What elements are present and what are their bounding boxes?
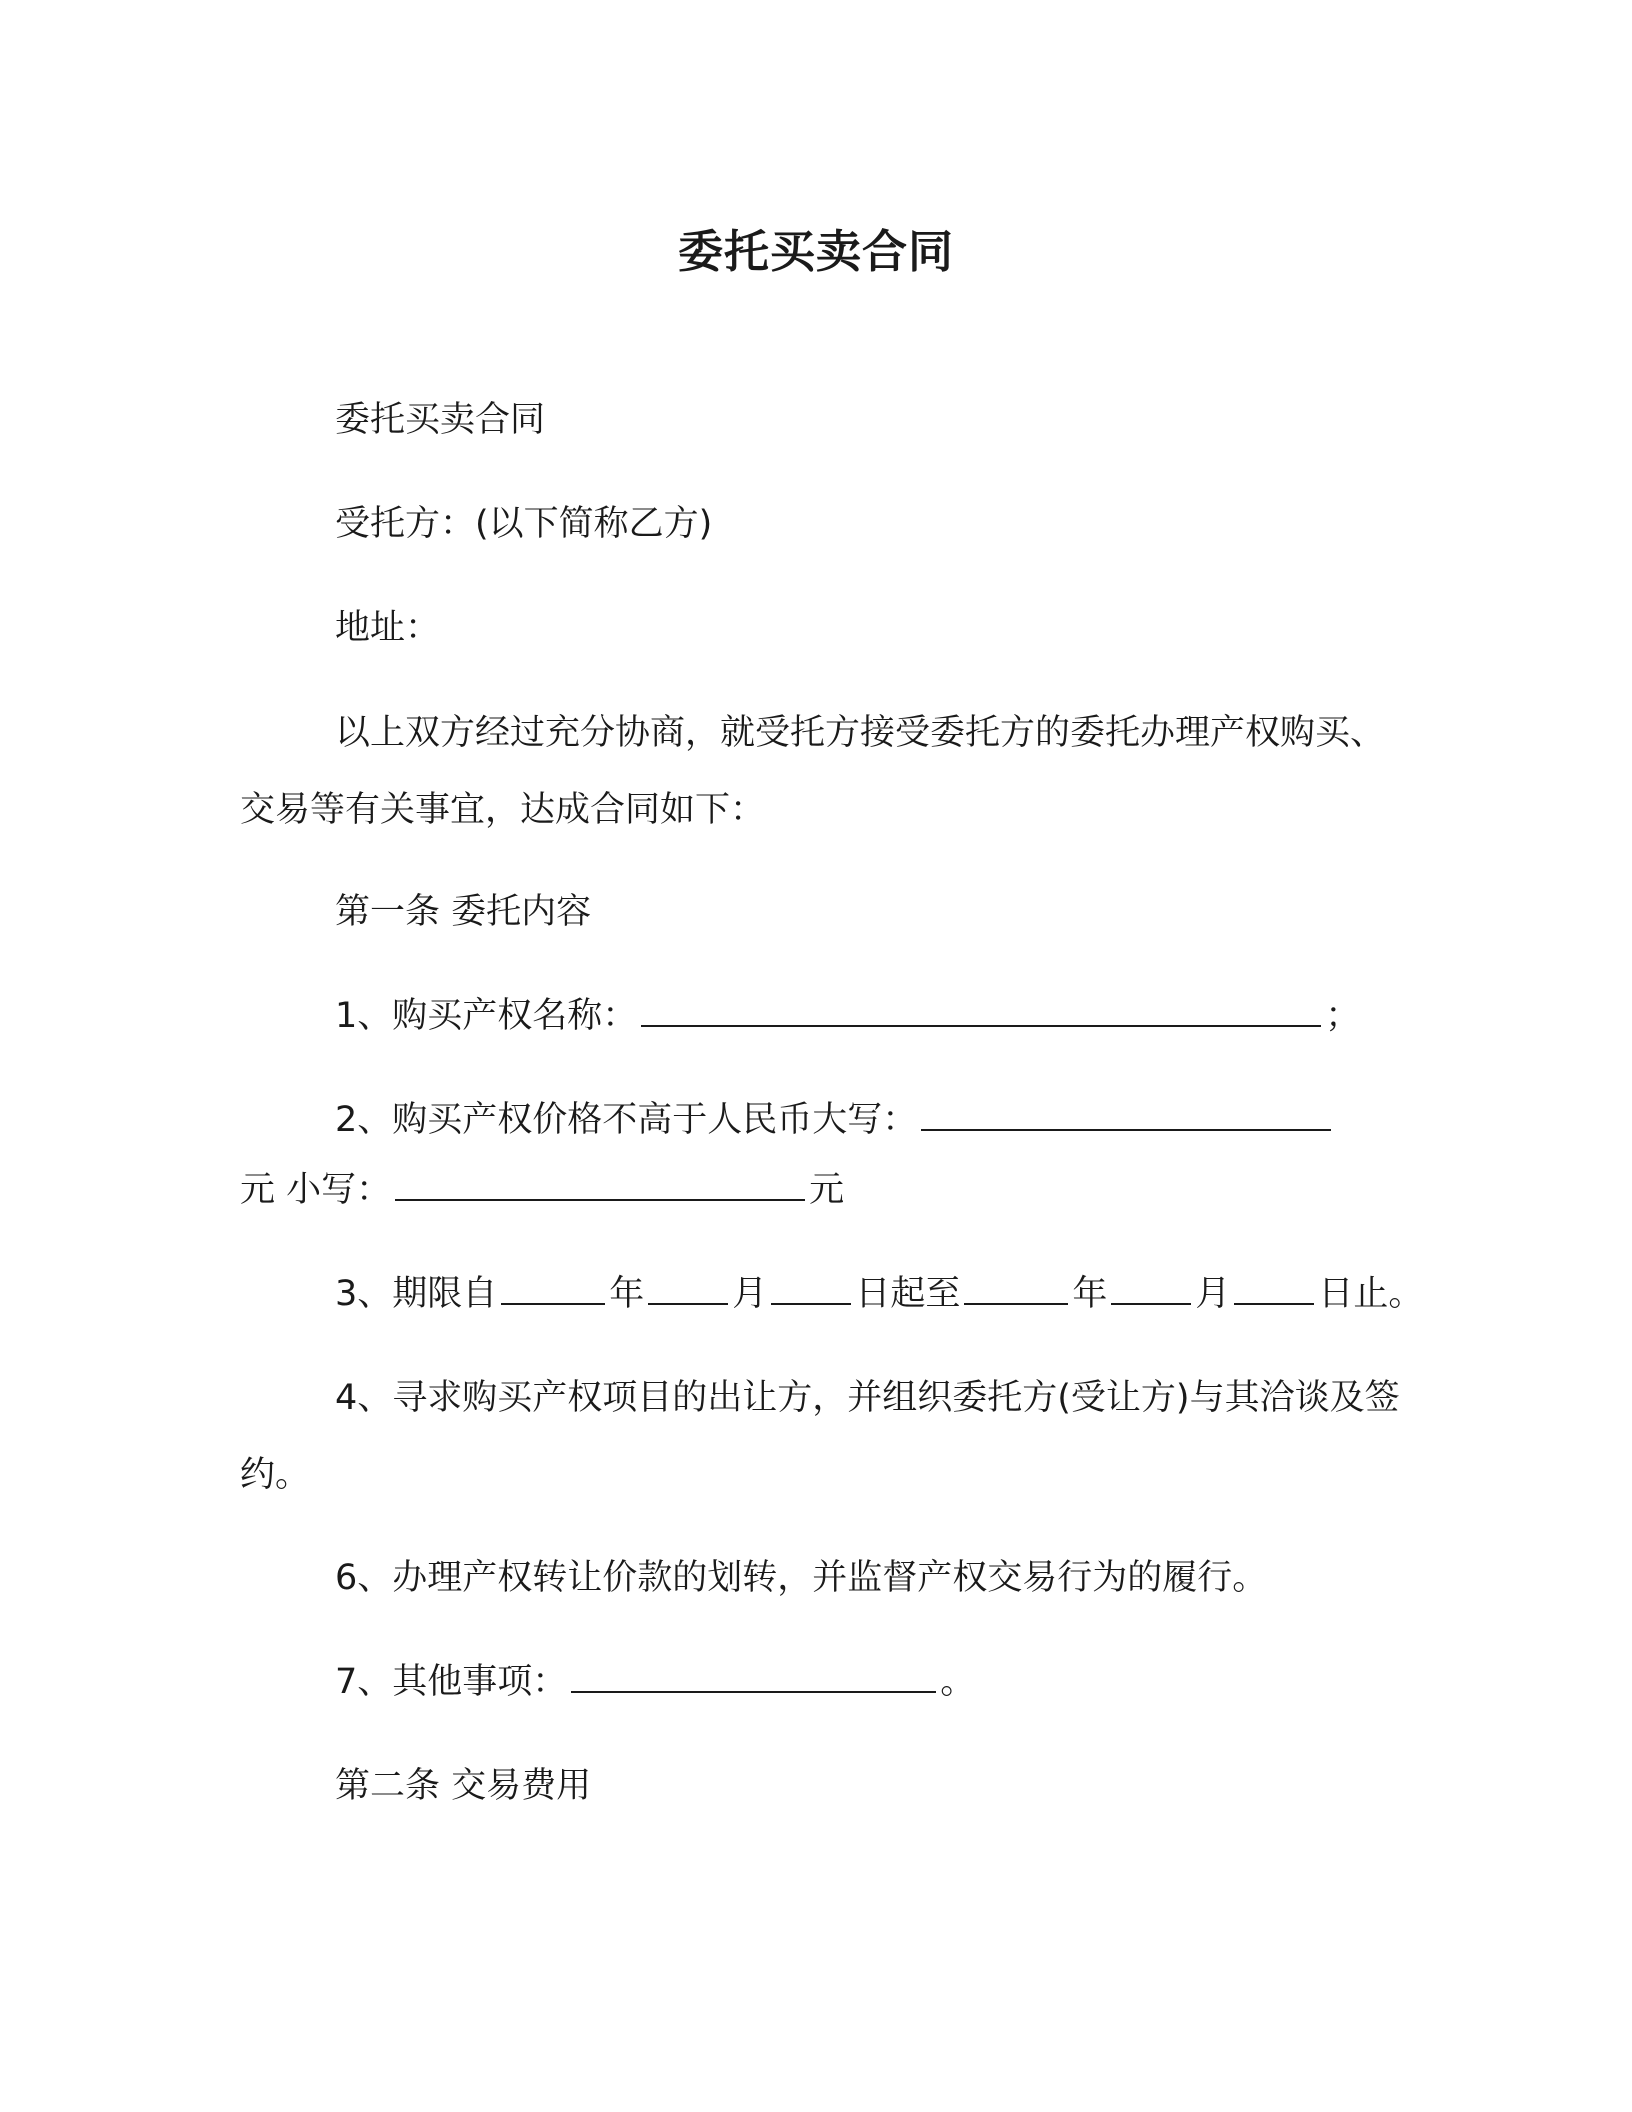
paragraph-contract-name: 委托买卖合同 [335, 400, 546, 440]
item-7-suffix: 。 [940, 1662, 976, 1702]
item-3-g: 日止。 [1318, 1274, 1424, 1314]
item-7-blank[interactable] [571, 1661, 936, 1693]
item-7-line [335, 1658, 1585, 1706]
item-3-end-day-blank[interactable] [1234, 1273, 1314, 1305]
item-3-b: 年 [609, 1274, 645, 1314]
item-3-f: 月 [1195, 1274, 1231, 1314]
item-3-end-month-blank[interactable] [1111, 1273, 1191, 1305]
item-3-e: 年 [1072, 1274, 1108, 1314]
item-6-paragraph: 6、办理产权转让价款的划转，并监督产权交易行为的履行。 [335, 1558, 1268, 1598]
item-1-suffix: ； [1325, 996, 1361, 1036]
item-1-line [335, 992, 1585, 1040]
section-heading-2: 第二条 交易费用 [335, 1766, 592, 1806]
item-2-prefix: 2、购买产权价格不高于人民币大写： [335, 1100, 918, 1140]
paragraph-agreement-intro: 以上双方经过充分协商，就受托方接受委托方的委托办理产权购买、交易等有关事宜，达成合同如下： [240, 713, 1386, 830]
item-2-line-2 [240, 1166, 1490, 1214]
item-3-start-month-blank[interactable] [648, 1273, 728, 1305]
document-title: 委托买卖合同 [677, 225, 954, 278]
item-3-end-year-blank[interactable] [964, 1273, 1068, 1305]
item-2-lower-blank[interactable] [395, 1169, 805, 1201]
item-3-c: 月 [732, 1274, 768, 1314]
item-1-prefix: 1、购买产权名称： [335, 996, 638, 1036]
item-2-upper-blank[interactable] [921, 1099, 1331, 1131]
item-4-paragraph: 4、寻求购买产权项目的出让方，并组织委托方(受让方)与其洽谈及签约。 [240, 1378, 1400, 1495]
item-3-start-day-blank[interactable] [771, 1273, 851, 1305]
item-3-start-year-blank[interactable] [501, 1273, 605, 1305]
item-7-prefix: 7、其他事项： [335, 1662, 568, 1702]
item-2-mid: 元 小写： [240, 1170, 392, 1210]
item-2-suffix: 元 [809, 1170, 845, 1210]
item-3-line [335, 1270, 1585, 1318]
item-3-a: 3、期限自 [335, 1274, 498, 1314]
item-2-line-1 [335, 1096, 1585, 1144]
item-1-blank[interactable] [641, 995, 1321, 1027]
paragraph-trustee: 受托方：(以下简称乙方) [335, 504, 713, 544]
paragraph-address: 地址： [335, 608, 441, 648]
item-3-d: 日起至 [855, 1274, 961, 1314]
section-heading-1: 第一条 委托内容 [335, 892, 592, 932]
